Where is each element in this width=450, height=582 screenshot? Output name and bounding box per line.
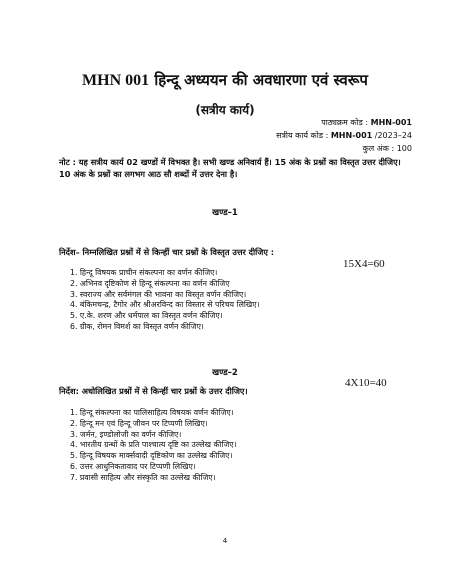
course-code-title: MHN 001	[82, 72, 150, 89]
page-number: 4	[222, 537, 228, 545]
list-item: 2. अभिनव दृष्टिकोण से हिन्दू संकल्पना का वर्णन कीजिए	[70, 278, 230, 288]
list-item: 2. हिन्दू मन एवं हिन्दू जीवन पर टिप्पणी लिखिए।	[70, 418, 208, 428]
list-item: 5. हिन्दू विषयक मार्क्सवादी दृष्टिकोण का उल्लेख कीजिए।	[70, 451, 233, 461]
list-item: 7. प्रवासी साहित्य और संस्कृति का उल्लेख कीजिए।	[70, 472, 216, 482]
list-item: 4. भारतीय ग्रन्थों के प्रति पाश्चात्य दृष्टि का उल्लेख कीजिए।	[70, 440, 237, 450]
list-item: 1. हिन्दू विषयक प्राचीन संकल्पना का वर्णन कीजिए।	[70, 268, 218, 277]
assignment-code-line: सत्रीय कार्य कोड : MHN-001 /2023–24	[276, 131, 412, 140]
section-2-question-list	[70, 408, 237, 484]
section-1-heading: खण्ड–1	[212, 208, 238, 218]
instructions-note: नोट : यह सत्रीय कार्य 02 खण्डों में विभक्त है। सभी खण्ड अनिवार्य हैं। 15 अंक के प्रश्नों का विस्तृत उत्तर दीजिए। 10 अंक के प्रश्नों का लगभग आठ सौ शब्दों में उत्तर देना है।	[59, 157, 401, 179]
list-item: 5. ए.के. शरण और धर्मपाल का विस्तृत वर्णन कीजिए।	[70, 311, 223, 321]
section-1-instruction: निर्देश– निम्नलिखित प्रश्नों में से किन्हीं चार प्रश्नों के विस्तृत उत्तर दीजिए :	[59, 247, 275, 257]
total-marks-line: कुल अंक : 100	[362, 144, 412, 153]
list-item: 6. ग्रीक, रोमन विमर्श का विस्तृत वर्णन कीजिए।	[70, 321, 204, 331]
course-title: हिन्दू अध्ययन की अवधारणा एवं स्वरूप	[154, 71, 368, 89]
list-item: 6. उत्तर आधुनिकतावाद पर टिप्पणी लिखिए।	[70, 461, 196, 471]
page-subtitle: (सत्रीय कार्य)	[195, 103, 255, 117]
section-2-instruction: निर्देश: अधोलिखित प्रश्नों में से किन्हीं चार प्रश्नों के उत्तर दीजिए।	[59, 386, 248, 396]
list-item: 4. बंकिमचन्द्र, टैगोर और श्रीअरविन्द का विस्तार से परिचय लिखिए।	[70, 300, 260, 310]
section-2-marks: 4X10=40	[345, 377, 387, 389]
course-code-line: पाठ्यक्रम कोड : MHN-001	[321, 118, 412, 127]
section-2-heading: खण्ड–2	[212, 368, 238, 378]
section-1-marks: 15X4=60	[343, 258, 385, 270]
list-item: 3. स्वराज्य और सर्वमंगल की भावना का विस्तृत वर्णन कीजिए।	[70, 289, 247, 299]
list-item: 3. जर्मन, इण्डोलोजी का वर्णन कीजिए।	[70, 429, 182, 439]
section-1-question-list	[70, 268, 260, 333]
page-title	[0, 70, 450, 90]
list-item: 1. हिन्दू संकल्पना का पालिसाहित्य विषयक वर्णन कीजिए।	[70, 408, 234, 417]
